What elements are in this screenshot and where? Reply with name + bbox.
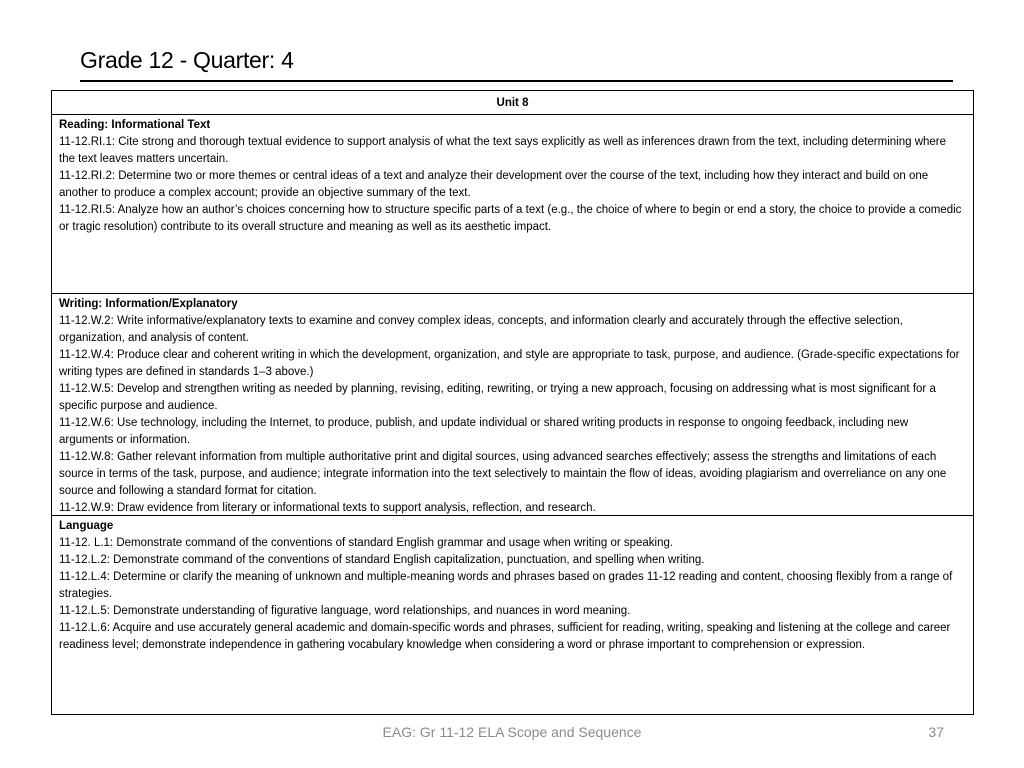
- reading-section: [52, 115, 973, 294]
- scope-sequence-table: [51, 90, 974, 715]
- standard-w-2: 11-12.W.2: Write informative/explanatory texts to examine and convey complex ideas, concepts, and information clearly and accurately through the effective selection, organization, and analysis of content.: [59, 315, 903, 344]
- writing-section: [52, 294, 973, 516]
- language-section: [52, 516, 973, 714]
- standard-w-5: 11-12.W.5: Develop and strengthen writing as needed by planning, revising, editing, rewriting, or trying a new approach, focusing on addressing what is most significant for a specific purpose and audience.: [59, 383, 936, 412]
- standard-w-9: 11-12.W.9: Draw evidence from literary or informational texts to support analysis, reflection, and research.: [59, 502, 596, 514]
- standard-w-6: 11-12.W.6: Use technology, including the Internet, to produce, publish, and update individual or shared writing products in response to ongoing feedback, including new arguments or information.: [59, 417, 909, 446]
- slide-title: Grade 12 - Quarter: 4: [80, 47, 294, 73]
- standard-w-4: 11-12.W.4: Produce clear and coherent writing in which the development, organization, and style are appropriate to task, purpose, and audience. (Grade-specific expectations for writing types are defined in standards 1–3 above.): [59, 349, 960, 378]
- standard-l-5: 11-12.L.5: Demonstrate understanding of figurative language, word relationships, and nuances in word meaning.: [59, 605, 631, 617]
- footer-document-title: EAG: Gr 11-12 ELA Scope and Sequence: [382, 724, 642, 740]
- standard-l-6: 11-12.L.6: Acquire and use accurately general academic and domain-specific words and phrases, sufficient for reading, writing, speaking and listening at the college and career readiness level; demonstrate independence in gathering vocabulary knowledge when considering a word or phrase important to comprehension or expression.: [59, 622, 951, 651]
- language-heading: Language: [59, 520, 114, 532]
- standard-ri-1: 11-12.RI.1: Cite strong and thorough textual evidence to support analysis of what the text says explicitly as well as inferences drawn from the text, including determining where the text leaves matters uncertain.: [59, 136, 947, 165]
- standard-l-2: 11-12.L.2: Demonstrate command of the conventions of standard English capitalization, punctuation, and spelling when writing.: [59, 554, 705, 566]
- standard-ri-5: 11-12.RI.5: Analyze how an author’s choices concerning how to structure specific parts of a text (e.g., the choice of where to begin or end a story, the choice to provide a comedic or tragic resolution) contribute to its overall structure and meaning as well as its aesthetic impact.: [59, 204, 962, 233]
- reading-heading: Reading: Informational Text: [59, 119, 211, 131]
- standard-w-8: 11-12.W.8: Gather relevant information from multiple authoritative print and digital sources, using advanced searches effectively; assess the strengths and limitations of each source in terms of the task, purpose, and audience; integrate information into the text selectively to maintain the flow of ideas, avoiding plagiarism and overreliance on any one source and following a standard format for citation.: [59, 451, 947, 497]
- standard-l-1: 11-12. L.1: Demonstrate command of the conventions of standard English grammar and usage when writing or speaking.: [59, 537, 674, 549]
- title-divider: [80, 80, 953, 82]
- writing-heading: Writing: Information/Explanatory: [59, 298, 238, 310]
- unit-header: Unit 8: [52, 91, 973, 115]
- standard-l-4: 11-12.L.4: Determine or clarify the meaning of unknown and multiple-meaning words and phrases based on grades 11-12 reading and content, choosing flexibly from a range of strategies.: [59, 571, 953, 600]
- standard-ri-2: 11-12.RI.2: Determine two or more themes or central ideas of a text and analyze their development over the course of the text, including how they interact and build on one another to produce a complex account; provide an objective summary of the text.: [59, 170, 929, 199]
- footer-page-number: 37: [928, 724, 944, 740]
